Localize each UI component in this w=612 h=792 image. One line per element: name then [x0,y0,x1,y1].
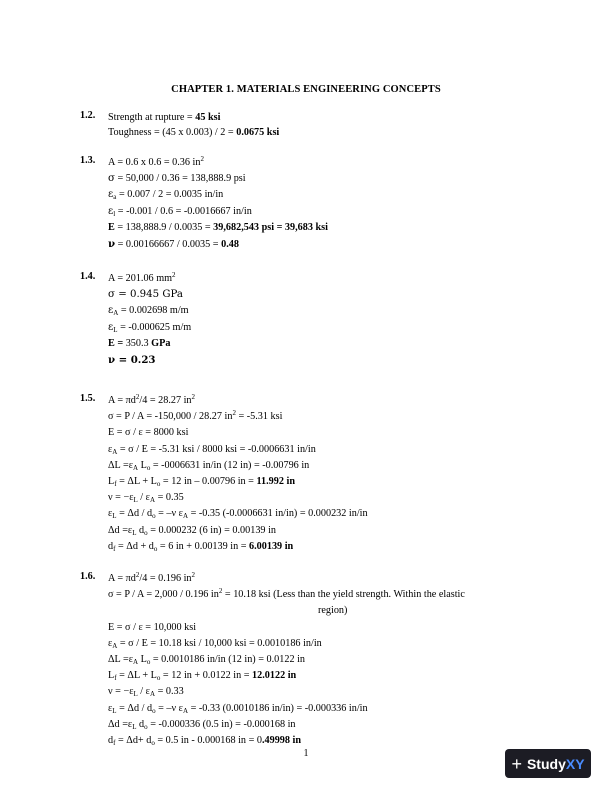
text-line: = Δd / d [116,508,153,520]
text-line: d [136,718,145,730]
text-line: = -5.31 ksi [235,411,283,423]
problem-number: 1.4. [80,271,96,282]
text-line: /4 = 28.27 in [139,395,192,406]
text-line: σ = P / A = 2,000 / 0.196 in [108,589,219,601]
text-line: = Δd+ d [115,734,152,746]
text-line: A = 201.06 mm [108,273,173,284]
text-line: ν = −ε [108,492,134,504]
text-line: = 0.002698 m/m [118,305,189,317]
text-line: = ΔL + L [116,475,157,487]
text-line: /4 = 0.196 in [139,573,192,584]
text-line: = ΔL + L [116,670,157,682]
answer: 0.0675 ksi [236,127,280,139]
chapter-title: CHAPTER 1. MATERIALS ENGINEERING CONCEPTS [171,84,441,95]
text-line: A = πd [108,395,136,406]
brand-name [527,756,585,772]
text-line: = -0.000625 m/m [117,321,192,333]
text-line: = -0.35 (-0.0006631 in/in) = 0.000232 in/in [188,508,368,520]
text-line: = –ν ε [155,702,183,714]
text-line: = 0.00166667 / 0.0035 = [115,238,222,250]
text-line: = -0006631 in/in (12 in) = -0.00796 in [150,459,310,471]
answer: 39,682,543 psi = 39,683 ksi [213,221,328,233]
text-line: A = πd [108,573,136,584]
text-line: = -0.000336 (0.5 in) = -0.000168 in [147,718,296,730]
text-line: E = σ / ε = 10,000 ksi [108,621,197,633]
problem-number: 1.5. [80,393,96,404]
answer: ν = 0.23 [108,353,156,366]
text-line: 350.3 [125,337,152,349]
text-line: Δd =ε [108,524,133,536]
text-line: = σ / E = -5.31 ksi / 8000 ksi = -0.0006631 in/in [117,443,316,455]
text-line: = 0.33 [155,686,184,698]
answer: 11.992 in [256,475,295,487]
symbol: ν [108,237,116,250]
text-line: / ε [137,492,150,504]
problem-number: 1.6. [80,571,96,582]
text-line: / ε [137,686,150,698]
text-line: = 12 in + 0.0122 in = [160,670,253,682]
text-line: A = 0.6 x 0.6 = 0.36 in [108,157,201,168]
problem-number: 1.2. [80,110,96,121]
text-line: = –ν ε [155,508,183,520]
page-number: 1 [303,748,309,759]
answer: 12.0122 in [252,670,297,682]
text-line: E = σ / ε = 8000 ksi [108,427,189,439]
text-line: ΔL = [108,459,129,471]
text-line: = 6 in + 0.00139 in = [157,540,250,552]
text-line: = σ / E = 10.18 ksi / 10,000 ksi = 0.0010186 in/in [117,637,322,649]
text-line: ν = −ε [108,686,134,698]
text-line: = 0.007 / 2 = 0.0035 in/in [116,189,224,201]
brand-text: Study [526,755,566,772]
text-line: = 0.35 [155,492,184,504]
text-line: = 10.18 ksi (Less than the yield strength. Within the elastic [222,589,465,601]
text-line: region) [318,605,348,617]
plus-icon: + [511,753,522,774]
text-line: σ = P / A = -150,000 / 28.27 in [108,411,233,423]
brand-accent: XY [565,755,585,772]
text-line: σ = 0.945 GPa [108,289,183,301]
text-line: = 0.000232 (6 in) = 0.00139 in [147,524,276,536]
text-line: Δd =ε [108,718,133,730]
answer: 6.00139 in [249,540,294,552]
problem-number: 1.3. [80,155,96,166]
symbol: E [108,221,115,233]
text-line: = 12 in – 0.00796 in = [160,475,257,487]
text-line: Toughness = (45 x 0.003) / 2 = [108,127,237,139]
text-line: = 138,888.9 / 0.0035 = [114,221,214,233]
text-line: = 0.0010186 in/in (12 in) = 0.0122 in [150,653,306,665]
text-line: ΔL = [108,653,129,665]
answer: .49998 in [261,734,302,746]
text-line: d [136,524,145,536]
text-line: = 0.5 in - 0.000168 in = 0 [154,734,262,746]
text-line: = -0.33 (0.0010186 in/in) = -0.000336 in/in [188,702,368,714]
text-line: = Δd / d [116,702,153,714]
text-line: = -0.001 / 0.6 = -0.0016667 in/in [115,205,252,217]
text-line: = 50,000 / 0.36 = 138,888.9 psi [114,173,246,185]
text-line: = Δd + d [115,540,154,552]
studyxy-badge[interactable] [505,749,591,778]
symbol: E = [108,337,126,349]
text-line: Strength at rupture = [108,112,196,123]
answer: 0.48 [221,238,239,250]
text-line: L [138,653,147,665]
answer: 45 ksi [195,112,221,123]
answer: GPa [151,337,171,349]
text-line: L [138,459,147,471]
